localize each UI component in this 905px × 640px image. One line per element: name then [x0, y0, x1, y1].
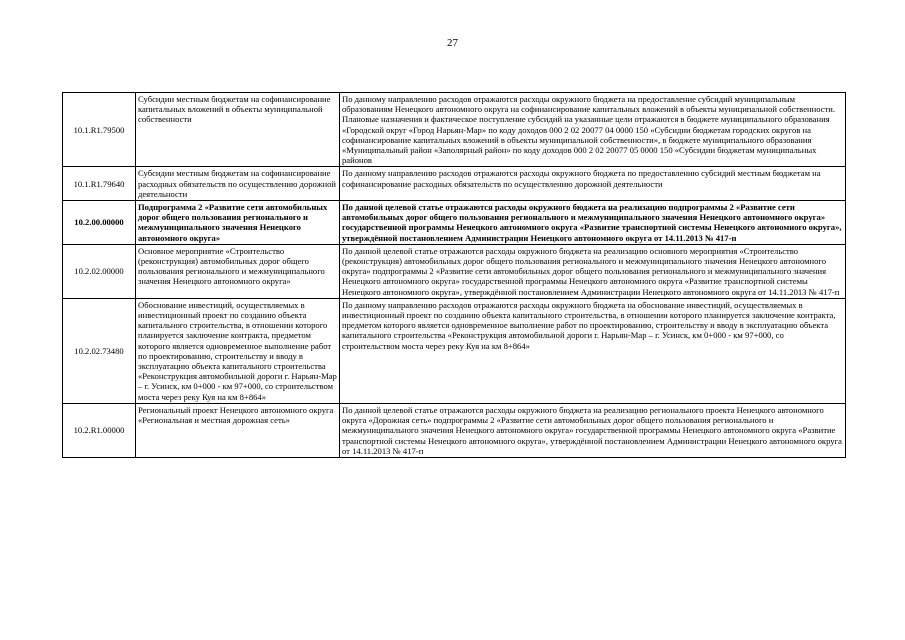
row-code: 10.1.R1.79640	[63, 167, 136, 201]
row-name: Основное мероприятие «Строительство (реконструкция) автомобильных дорог общего пользования регионального и межмуниципального значения Ненецкого автономного округа»	[136, 244, 340, 298]
page-number: 27	[447, 37, 458, 49]
row-description: По данному направлению расходов отражаются расходы окружного бюджета по предоставлению субсидий местным бюджетам на софинансирование расходных обязательств по осуществлению дорожной деятельности	[340, 167, 846, 201]
row-description: По данной целевой статье отражаются расходы окружного бюджета на реализацию основного мероприятия «Строительство (реконструкция) автомобильных дорог общего пользования регионального и межмуниципального значения Ненецкого автономного округа» подпрограммы 2 «Развитие сети автомобильных дорог общего пользования регионального и межмуниципального значения Ненецкого автономного округа» государственной программы Ненецкого автономного округа «Развитие транспортной системы Ненецкого автономного округа», утверждённой постановлением Администрации Ненецкого автономного округа от 14.11.2013 № 417-п	[340, 244, 846, 298]
table-row	[63, 201, 846, 245]
budget-classification-table	[62, 92, 846, 458]
row-description: По данному направлению расходов отражаются расходы окружного бюджета на предоставление субсидий муниципальным образованиям Ненецкого автономного округа на софинансирование капитальных вложений в объекты муниципальной собственности. Плановые назначения и фактическое поступление субсидий на указанные цели отражаются в бюджете муниципального образования «Городской округ «Город Нарьян-Мар» по коду доходов 000 2 02 20077 04 0000 150 «Субсидии бюджетам городских округов на софинансирование капитальных вложений в объекты муниципальной собственности», в бюджете муниципального образования «Муниципальный район «Заполярный район» по коду доходов 000 2 02 20077 05 0000 150 «Субсидии бюджетам муниципальных районов	[340, 93, 846, 167]
row-code: 10.2.02.73480	[63, 298, 136, 403]
table-row	[63, 403, 846, 457]
row-name: Субсидии местным бюджетам на софинансирование капитальных вложений в объекты муниципальной собственности	[136, 93, 340, 167]
row-code: 10.2.02.00000	[63, 244, 136, 298]
row-code: 10.2.00.00000	[63, 201, 136, 245]
row-code: 10.2.R1.00000	[63, 403, 136, 457]
row-description: По данной целевой статье отражаются расходы окружного бюджета на реализацию подпрограммы 2 «Развитие сети автомобильных дорог общего пользования регионального и межмуниципального значения Ненецкого автономного округа» государственной программы Ненецкого автономного округа «Развитие транспортной системы Ненецкого автономного округа», утверждённой постановлением Администрации Ненецкого автономного округа от 14.11.2013 № 417-п	[340, 201, 846, 245]
row-description: По данному направлению расходов отражаются расходы окружного бюджета на обоснование инвестиций, осуществляемых в инвестиционный проект по созданию объекта капитального строительства, в отношении которого планируется заключение контракта, предметом которого является одновременное выполнение работ по проектированию, строительству и вводу в эксплуатацию объекта капитального строительства «Реконструкция автомобильной дороги г. Нарьян-Мар – г. Усинск, км 0+000 - км 97+000, со строительством моста через реку Куя на км 8+864»	[340, 298, 846, 403]
table-row	[63, 167, 846, 201]
row-name: Региональный проект Ненецкого автономного округа «Региональная и местная дорожная сеть»	[136, 403, 340, 457]
table-row	[63, 93, 846, 167]
row-name: Подпрограмма 2 «Развитие сети автомобильных дорог общего пользования регионального и межмуниципального значения Ненецкого автономного округа»	[136, 201, 340, 245]
row-code: 10.1.R1.79500	[63, 93, 136, 167]
row-name: Обоснование инвестиций, осуществляемых в инвестиционный проект по созданию объекта капитального строительства, в отношении которого планируется заключение контракта, предметом которого является одновременное выполнение работ по проектированию, строительству и вводу в эксплуатацию объекта капитального строительства «Реконструкция автомобильной дороги г. Нарьян-Мар – г. Усинск, км 0+000 - км 97+000, со строительством моста через реку Куя на км 8+864»	[136, 298, 340, 403]
table-row	[63, 244, 846, 298]
row-name: Субсидии местным бюджетам на софинансирование расходных обязательств по осуществлению дорожной деятельности	[136, 167, 340, 201]
table-row	[63, 298, 846, 403]
row-description: По данной целевой статье отражаются расходы окружного бюджета на реализацию регионального проекта Ненецкого автономного округа «Дорожная сеть» подпрограммы 2 «Развитие сети автомобильных дорог общего пользования регионального и межмуниципального значения Ненецкого автономного округа» государственной программы Ненецкого автономного округа «Развитие транспортной системы Ненецкого автономного округа», утверждённой постановлением Администрации Ненецкого автономного округа от 14.11.2013 № 417-п	[340, 403, 846, 457]
